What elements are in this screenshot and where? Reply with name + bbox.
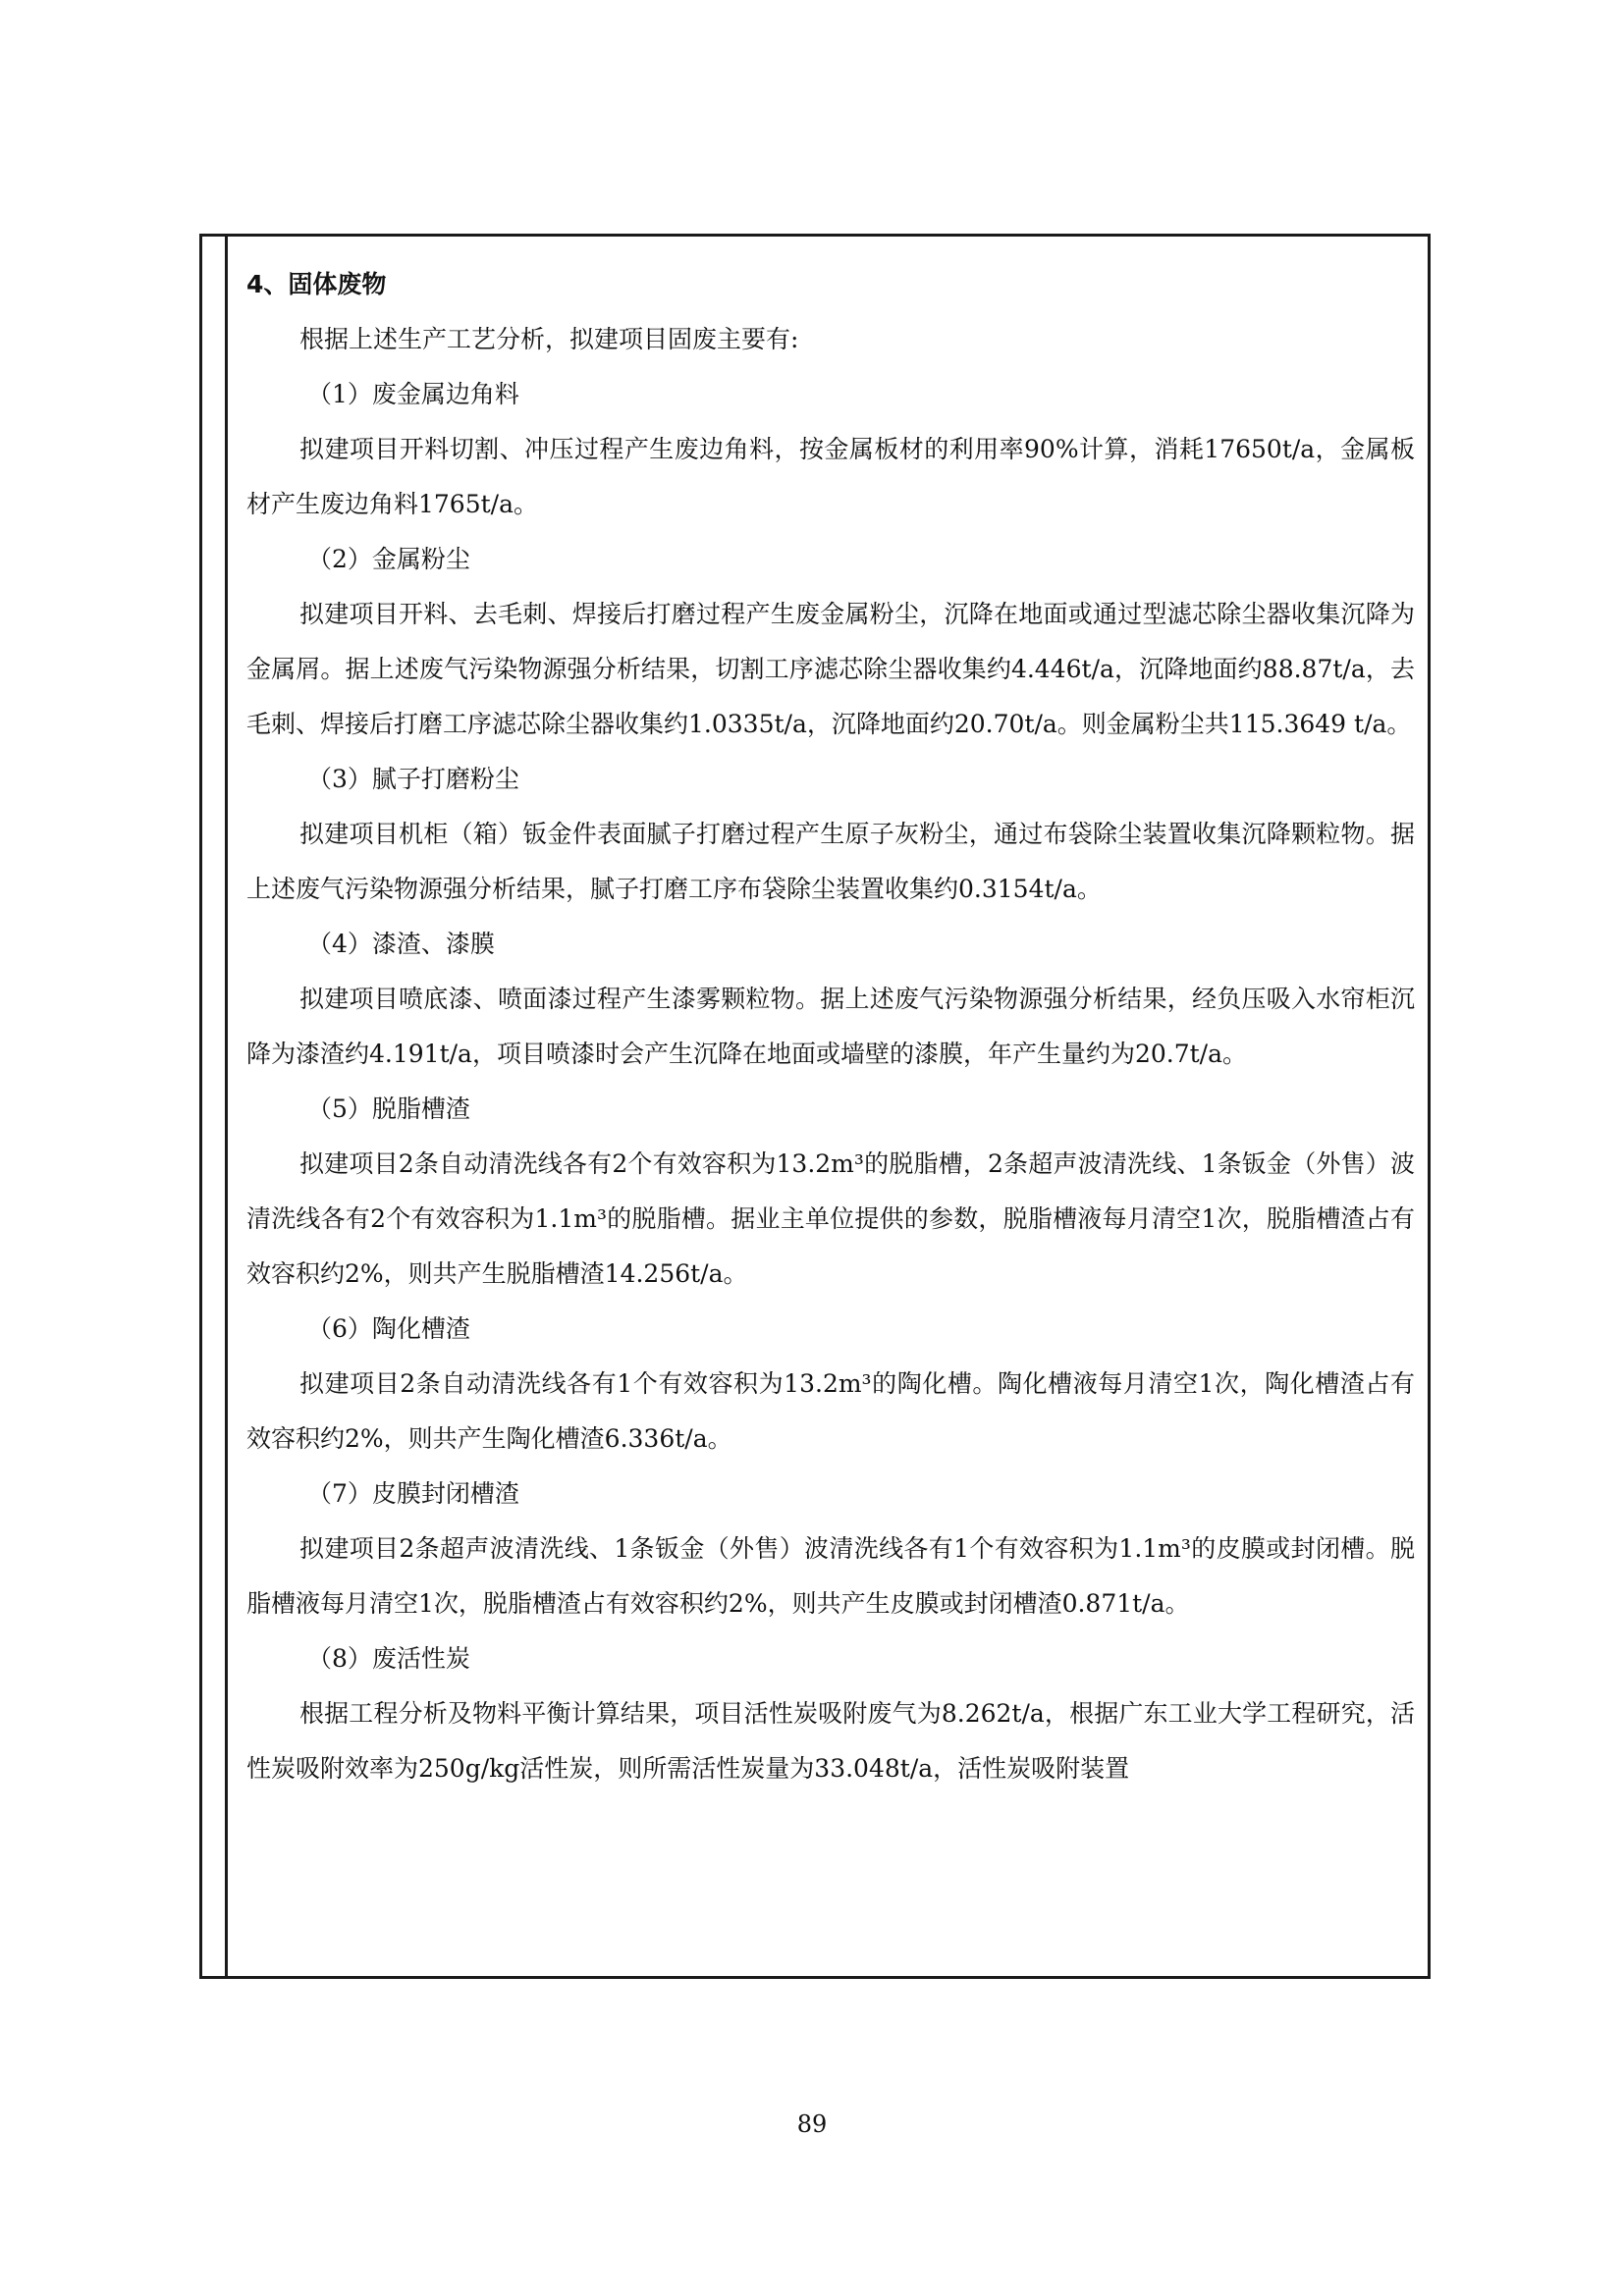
section-heading: 4、固体废物	[246, 270, 387, 298]
item-title-film-sealing-sludge: （7）皮膜封闭槽渣	[307, 1479, 519, 1508]
item-title-paint-residue: （4）漆渣、漆膜	[307, 930, 495, 958]
item-title-metal-dust: （2）金属粉尘	[307, 545, 470, 573]
item-body-degreasing-sludge: 拟建项目2条自动清洗线各有2个有效容积为13.2m³的脱脂槽，2条超声波清洗线、1条钣金（外售）波清洗线各有2个有效容积为1.1m³的脱脂槽。据业主单位提供的参数，脱脂槽液每月清空1次，脱脂槽渣占有效容积约2%，则共产生脱脂槽渣14.256t/a。	[246, 1149, 1415, 1288]
item-body-putty-dust: 拟建项目机柜（箱）钣金件表面腻子打磨过程产生原子灰粉尘，通过布袋除尘装置收集沉降颗粒物。据上述废气污染物源强分析结果，腻子打磨工序布袋除尘装置收集约0.3154t/a。	[246, 820, 1415, 903]
page-number: 89	[796, 2110, 828, 2138]
item-body-paint-residue: 拟建项目喷底漆、喷面漆过程产生漆雾颗粒物。据上述废气污染物源强分析结果，经负压吸入水帘柜沉降为漆渣约4.191t/a，项目喷漆时会产生沉降在地面或墙壁的漆膜，年产生量约为20.7t/a。	[246, 985, 1415, 1068]
item-body-metal-dust: 拟建项目开料、去毛刺、焊接后打磨过程产生废金属粉尘，沉降在地面或通过型滤芯除尘器收集沉降为金属屑。据上述废气污染物源强分析结果，切割工序滤芯除尘器收集约4.446t/a，沉降地面约88.87t/a，去毛刺、焊接后打磨工序滤芯除尘器收集约1.0335t/a，沉降地面约20.70t/a。则金属粉尘共115.3649 t/a。	[246, 600, 1415, 738]
item-title-spent-carbon: （8）废活性炭	[307, 1644, 470, 1673]
table-column-divider	[225, 237, 228, 1976]
item-title-scrap-metal: （1）废金属边角料	[307, 380, 519, 408]
item-title-ceramic-sludge: （6）陶化槽渣	[307, 1314, 470, 1343]
item-title-degreasing-sludge: （5）脱脂槽渣	[307, 1095, 470, 1123]
item-body-ceramic-sludge: 拟建项目2条自动清洗线各有1个有效容积为13.2m³的陶化槽。陶化槽液每月清空1次，陶化槽渣占有效容积约2%，则共产生陶化槽渣6.336t/a。	[246, 1369, 1415, 1453]
item-title-putty-dust: （3）腻子打磨粉尘	[307, 765, 519, 793]
document-body	[246, 257, 1415, 1796]
item-body-spent-carbon: 根据工程分析及物料平衡计算结果，项目活性炭吸附废气为8.262t/a，根据广东工业大学工程研究，活性炭吸附效率为250g/kg活性炭，则所需活性炭量为33.048t/a，活性炭吸附装置	[246, 1699, 1415, 1783]
section-intro: 根据上述生产工艺分析，拟建项目固废主要有:	[299, 325, 799, 353]
item-body-film-sealing-sludge: 拟建项目2条超声波清洗线、1条钣金（外售）波清洗线各有1个有效容积为1.1m³的皮膜或封闭槽。脱脂槽液每月清空1次，脱脂槽渣占有效容积约2%，则共产生皮膜或封闭槽渣0.871t/a。	[246, 1534, 1415, 1618]
item-body-scrap-metal: 拟建项目开料切割、冲压过程产生废边角料，按金属板材的利用率90%计算，消耗17650t/a，金属板材产生废边角料1765t/a。	[246, 435, 1415, 518]
